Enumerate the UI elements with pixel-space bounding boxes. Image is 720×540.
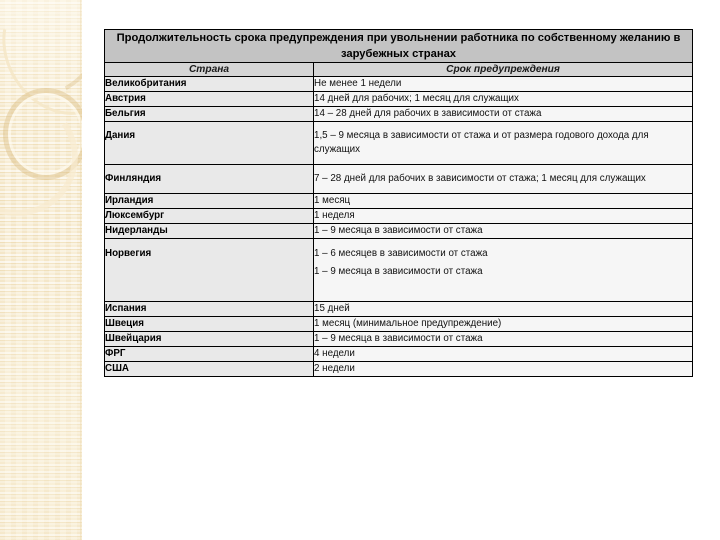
cell-term-line: 15 дней — [314, 303, 350, 314]
table-row — [105, 77, 693, 92]
table-row — [105, 209, 693, 224]
cell-country: США — [105, 362, 314, 377]
cell-term-line: 1 месяц (минимальное предупреждение) — [314, 318, 502, 329]
table-row — [105, 302, 693, 317]
table-title-row — [105, 30, 693, 63]
table-row — [105, 362, 693, 377]
cell-term — [314, 317, 693, 332]
cell-term-line: 1 месяц — [314, 195, 351, 206]
band-edge-shadow — [80, 0, 82, 540]
table-title: Продолжительность срока предупреждения при увольнении работника по собственному желанию в зарубежных странах — [105, 30, 693, 63]
cell-term-line: 1 – 6 месяцев в зависимости от стажа — [314, 248, 488, 259]
table-row — [105, 317, 693, 332]
table-row — [105, 332, 693, 347]
cell-term — [314, 122, 693, 165]
cell-country: Испания — [105, 302, 314, 317]
cell-term-line: 4 недели — [314, 348, 355, 359]
table-row — [105, 107, 693, 122]
cell-term-line: 1 неделя — [314, 210, 355, 221]
cell-term — [314, 332, 693, 347]
column-header-term: Срок предупреждения — [314, 63, 693, 77]
cell-country: Нидерланды — [105, 224, 314, 239]
cell-country: Ирландия — [105, 194, 314, 209]
cell-country: ФРГ — [105, 347, 314, 362]
table-row — [105, 194, 693, 209]
cell-country: Дания — [105, 122, 314, 165]
table-header-row — [105, 63, 693, 77]
table-body — [105, 30, 693, 377]
cell-country: Швеция — [105, 317, 314, 332]
cell-term-line: 2 недели — [314, 363, 355, 374]
column-header-country: Страна — [105, 63, 314, 77]
table-row — [105, 347, 693, 362]
cell-term-line: 1 – 9 месяца в зависимости от стажа — [314, 333, 483, 344]
cell-term-line: 1,5 – 9 месяца в зависимости от стажа и от размера годового дохода для служащих — [314, 130, 649, 155]
cell-term — [314, 302, 693, 317]
table-row — [105, 239, 693, 302]
cell-term-line: 1 – 9 месяца в зависимости от стажа — [314, 225, 483, 236]
table-row — [105, 92, 693, 107]
cell-term-line: 1 – 9 месяца в зависимости от стажа — [314, 266, 483, 277]
cell-term-line: Не менее 1 недели — [314, 78, 402, 89]
table-row — [105, 122, 693, 165]
cell-term — [314, 77, 693, 92]
cell-term — [314, 107, 693, 122]
cell-country: Великобритания — [105, 77, 314, 92]
notice-period-table-container — [104, 29, 692, 377]
cell-term-line: 14 дней для рабочих; 1 месяц для служащих — [314, 93, 519, 104]
decorative-side-band — [0, 0, 82, 540]
table-row — [105, 165, 693, 194]
cell-country: Финляндия — [105, 165, 314, 194]
cell-country: Люксембург — [105, 209, 314, 224]
cell-country: Швейцария — [105, 332, 314, 347]
cell-term — [314, 165, 693, 194]
table-row — [105, 224, 693, 239]
cell-country: Норвегия — [105, 239, 314, 302]
cell-term — [314, 347, 693, 362]
cell-country: Австрия — [105, 92, 314, 107]
cell-term — [314, 362, 693, 377]
cell-term — [314, 92, 693, 107]
cell-term — [314, 224, 693, 239]
cell-term — [314, 194, 693, 209]
cell-term-line: 14 – 28 дней для рабочих в зависимости от стажа — [314, 108, 542, 119]
cell-country: Бельгия — [105, 107, 314, 122]
notice-period-table — [104, 29, 693, 377]
cell-term — [314, 239, 693, 302]
cell-term — [314, 209, 693, 224]
cell-term-line: 7 – 28 дней для рабочих в зависимости от стажа; 1 месяц для служащих — [314, 173, 646, 184]
